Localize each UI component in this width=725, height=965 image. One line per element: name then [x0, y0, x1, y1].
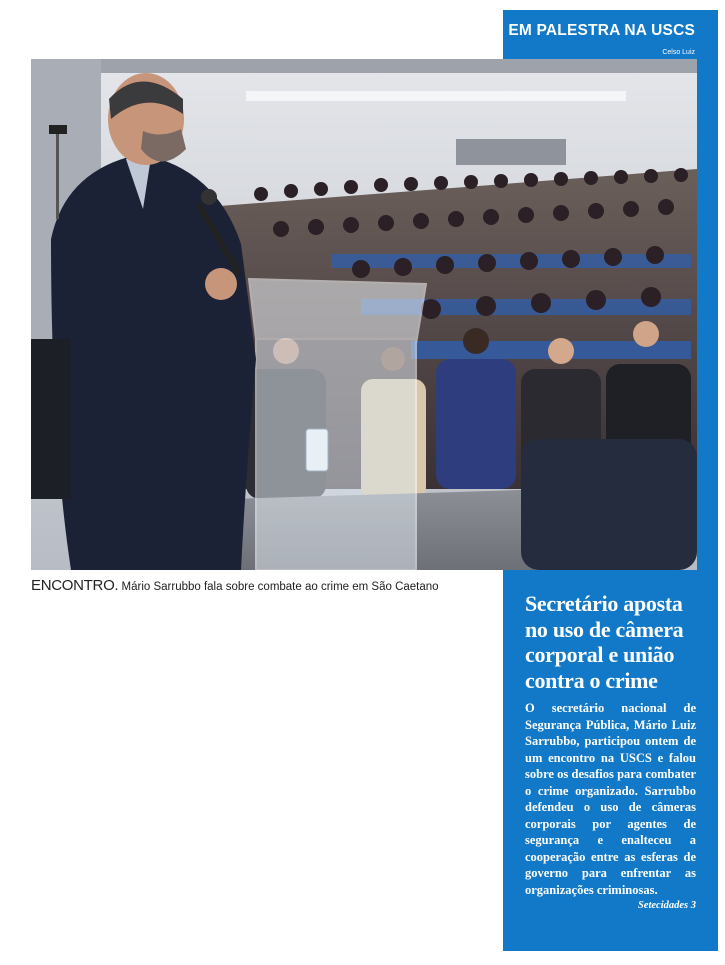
photo-speaker-at-podium-icon: [31, 59, 697, 570]
section-title: EM PALESTRA NA USCS: [508, 22, 695, 39]
caption-text: Mário Sarrubbo fala sobre combate ao crime em São Caetano: [121, 581, 439, 593]
page-reference: Setecidades 3: [637, 900, 696, 911]
photo-credit: Celso Luiz: [662, 49, 695, 56]
caption-kicker: ENCONTRO.: [31, 577, 119, 594]
photo-caption: [31, 577, 501, 594]
news-photo: [31, 59, 697, 570]
article-body-text: O secretário nacional de Segurança Pública, Mário Luiz Sarrubbo, participou ontem de um encontro na USCS e falou sobre os desafios para combater o crime organizado. Sarrubbo defendeu o uso de câmeras corporais por agentes de segurança e enalteceu a cooperação entre as esferas de governo para enfrentar as organizações criminosas.: [525, 701, 696, 897]
article-headline: Secretário aposta no uso de câmera corporal e união contra o crime: [525, 591, 684, 693]
article-body: [525, 700, 696, 915]
